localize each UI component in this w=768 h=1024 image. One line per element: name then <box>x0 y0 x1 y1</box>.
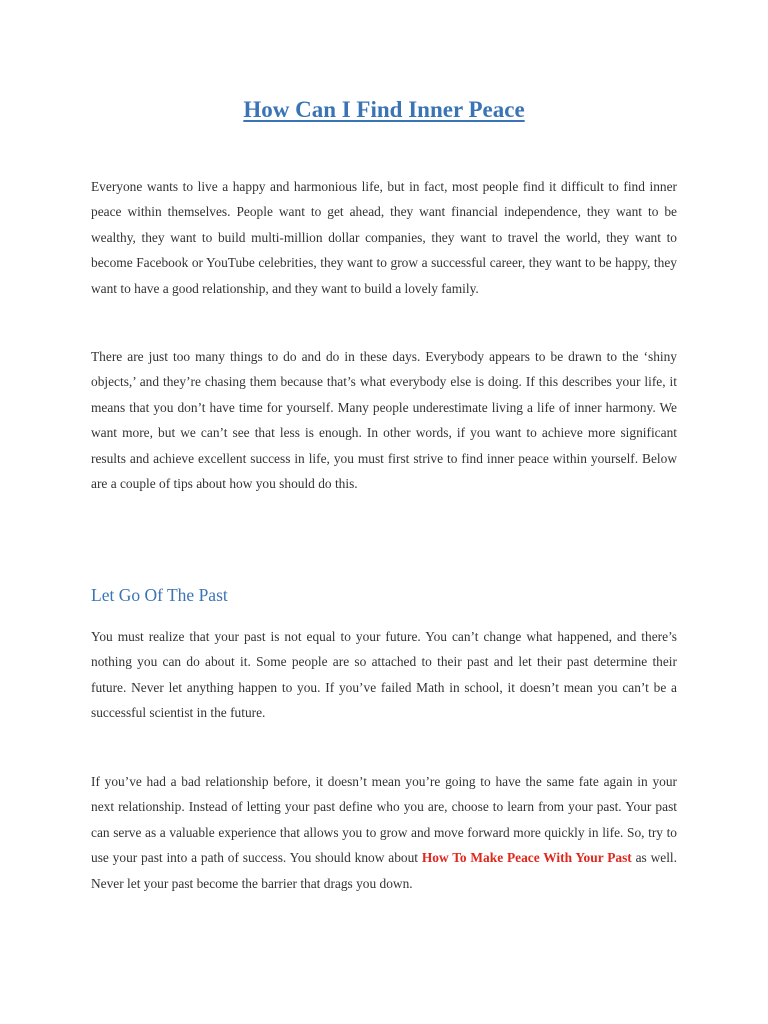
third-paragraph-block <box>91 624 677 726</box>
paragraph-3: You must realize that your past is not equal to your future. You can’t change what happened, and there’s nothing you can do about it. Some people are so attached to their past and let their past determine their future. Never let anything happen to you. If you’ve failed Math in school, it doesn’t mean you can’t be a successful scientist in the future. <box>91 629 677 721</box>
intro-paragraph-block <box>91 174 677 301</box>
paragraph-4-text-after: as well. Never let your past become the barrier that drags you down. <box>91 850 677 891</box>
make-peace-link[interactable]: How To Make Peace With Your Past <box>421 850 632 866</box>
paragraph-4-text-before: If you’ve had a bad relationship before, it doesn’t mean you’re going to have the same fate again in your next relationship. Instead of letting your past define who you are, choose to learn from your past. Your past can serve as a valuable experience that allows you to grow and move forward more quickly in life. So, try to use your past into a path of success. You should know about <box>91 774 677 866</box>
paragraph-1: Everyone wants to live a happy and harmonious life, but in fact, most people find it difficult to find inner peace within themselves. People want to get ahead, they want financial independence, they want to be wealthy, they want to build multi-million dollar companies, they want to travel the world, they want to become Facebook or YouTube celebrities, they want to grow a successful career, they want to be happy, they want to have a good relationship, and they want to build a lovely family. <box>91 179 677 296</box>
paragraph-4 <box>91 769 677 896</box>
fourth-paragraph-block <box>91 769 677 896</box>
second-paragraph-block <box>91 344 677 496</box>
paragraph-2: There are just too many things to do and do in these days. Everybody appears to be drawn to the ‘shiny objects,’ and they’re chasing them because that’s what everybody else is doing. If this describes your life, it means that you don’t have time for yourself. Many people underestimate living a life of inner harmony. We want more, but we can’t see that less is enough. In other words, if you want to achieve more significant results and achieve excellent success in life, you must first strive to find inner peace within yourself. Below are a couple of tips about how you should do this. <box>91 349 677 492</box>
page-title: How Can I Find Inner Peace <box>243 97 525 122</box>
section-heading: Let Go Of The Past <box>91 585 228 605</box>
